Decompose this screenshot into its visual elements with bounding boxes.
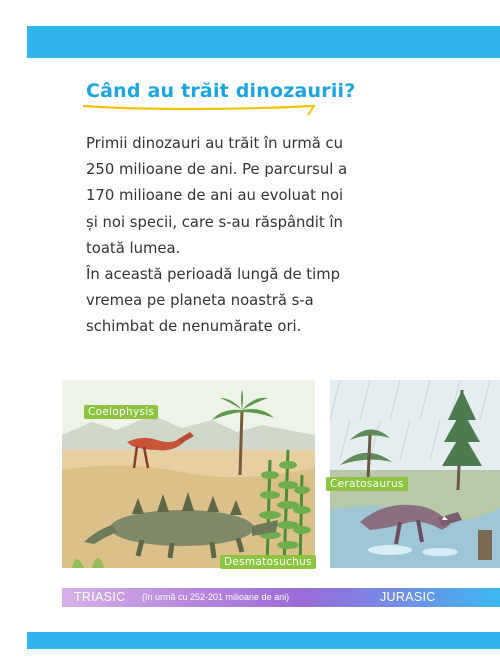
paragraph-line: toată lumea. — [86, 239, 181, 257]
title-underline-swoosh — [82, 103, 327, 119]
paragraph-line: vremea pe planeta noastră s-a — [86, 292, 314, 310]
ceratosaurus-label: Ceratosaurus — [326, 477, 408, 491]
page-title: Când au trăit dinozaurii? — [86, 80, 356, 102]
timeline-triassic-range: (în urmă cu 252-201 milioane de ani) — [142, 592, 290, 602]
paragraph-line: 250 milioane de ani. Pe parcursul a — [86, 161, 348, 179]
jurassic-scene-illustration — [330, 380, 500, 568]
paragraph-line: În această perioadă lungă de timp — [86, 266, 341, 284]
paragraph-line: schimbat de nenumărate ori. — [86, 318, 302, 336]
paragraph-line: și noi specii, care s-au răspândit în — [86, 213, 343, 231]
geologic-timeline-bar — [62, 588, 500, 607]
paragraph-line: 170 milioane de ani au evoluat noi — [86, 187, 344, 205]
bottom-color-band — [27, 632, 500, 649]
paragraph-line: Primii dinozauri au trăit în urmă cu — [86, 135, 344, 152]
intro-paragraph — [86, 131, 386, 341]
timeline-jurassic-label: JURASIC — [380, 590, 436, 604]
top-color-band — [27, 26, 500, 58]
desmatosuchus-label: Desmatosuchus — [220, 555, 316, 569]
coelophysis-label: Coelophysis — [84, 405, 158, 419]
timeline-triassic-label: TRIASIC — [74, 590, 126, 604]
